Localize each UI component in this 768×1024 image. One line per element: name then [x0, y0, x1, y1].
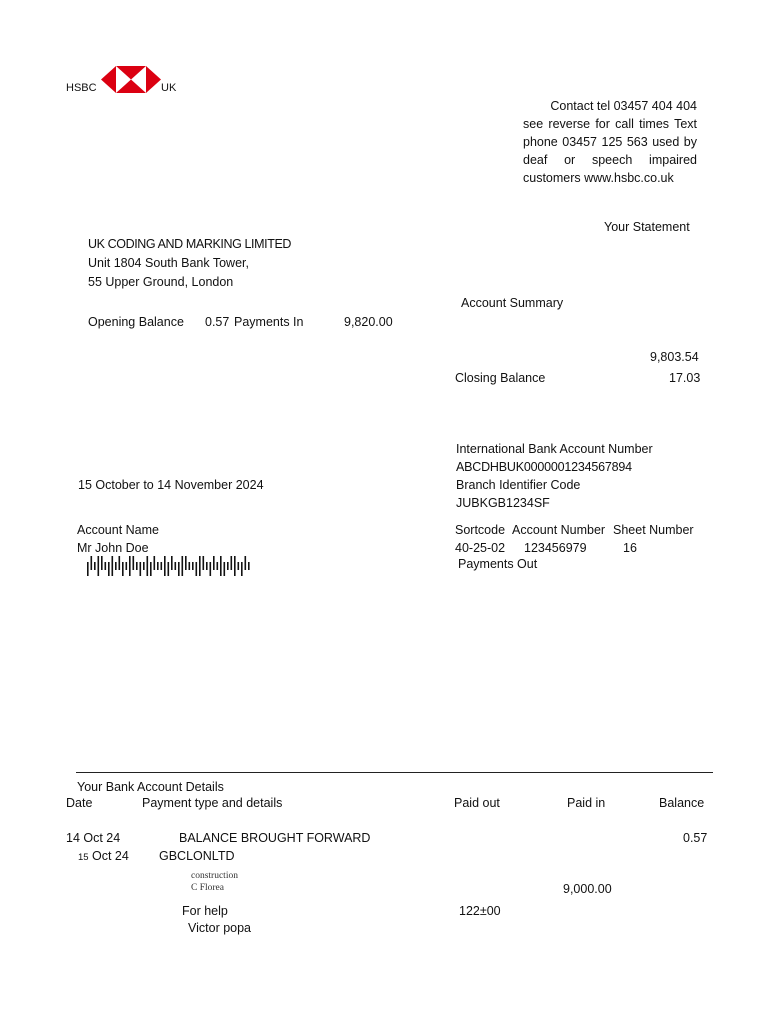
barcode-bar: [112, 556, 114, 576]
row-3-paid-out: 122±00: [459, 904, 501, 918]
payments-out-value: 9,803.54: [650, 350, 699, 364]
barcode-bar: [234, 556, 236, 576]
barcode-bar: [108, 562, 110, 576]
row-2-note-2: C Florea: [191, 883, 224, 893]
hsbc-wordmark: HSBC: [66, 82, 97, 94]
barcode-bar: [140, 562, 142, 576]
address-line-1: Unit 1804 South Bank Tower,: [88, 256, 249, 270]
barcode-bar: [154, 556, 156, 570]
col-header-payment: Payment type and details: [142, 796, 283, 810]
opening-balance-value: 0.57: [205, 315, 230, 329]
row-2-date-month: Oct 24: [92, 849, 129, 863]
barcode-bar: [171, 556, 173, 570]
barcode-bar: [185, 556, 187, 570]
barcode-bar: [87, 562, 89, 576]
barcode-bar: [164, 556, 166, 576]
account-summary-title: Account Summary: [461, 296, 564, 310]
col-header-balance: Balance: [659, 796, 705, 810]
barcode-bar: [196, 562, 198, 576]
statement-period: 15 October to 14 November 2024: [78, 478, 264, 492]
contact-info: [523, 97, 697, 187]
closing-balance-value: 17.03: [669, 371, 701, 385]
sortcode-value: 40-25-02: [455, 541, 506, 555]
postal-barcode-icon: [86, 556, 252, 576]
account-number-label: Account Number: [512, 523, 606, 537]
details-section-title: Your Bank Account Details: [77, 780, 224, 794]
payments-in-value: 9,820.00: [344, 315, 393, 329]
barcode-bar: [136, 562, 138, 570]
barcode-bar: [182, 556, 184, 576]
barcode-bar: [161, 562, 163, 570]
sheet-number-value: 16: [623, 541, 637, 555]
barcode-bar: [189, 562, 191, 570]
barcode-bar: [94, 562, 96, 570]
col-header-paid-out: Paid out: [454, 796, 500, 810]
closing-balance-label: Closing Balance: [455, 371, 546, 385]
barcode-bar: [175, 562, 177, 570]
address-line-2: 55 Upper Ground, London: [88, 275, 234, 289]
barcode-bar: [203, 556, 205, 570]
row-2-paid-in: 9,000.00: [563, 882, 612, 896]
payments-in-label: Payments In: [234, 315, 304, 329]
barcode-bar: [91, 556, 93, 570]
row-2-date-day: 15: [78, 852, 89, 863]
iban-value: ABCDHBUK0000001234567894: [456, 460, 632, 474]
barcode-bar: [101, 556, 103, 570]
barcode-bar: [206, 562, 208, 570]
barcode-bar: [245, 556, 247, 570]
statement-title: Your Statement: [604, 220, 690, 234]
iban-label: International Bank Account Number: [456, 442, 653, 456]
barcode-bar: [248, 562, 250, 570]
contact-phone: Contact tel 03457 404 404: [550, 99, 697, 113]
row-2-description: GBCLONLTD: [159, 849, 235, 863]
bic-value: JUBKGB1234SF: [456, 496, 550, 510]
barcode-bar: [157, 562, 159, 570]
barcode-bar: [231, 556, 233, 570]
row-1-description: BALANCE BROUGHT FORWARD: [179, 831, 371, 845]
opening-balance-label: Opening Balance: [88, 315, 184, 329]
barcode-bar: [143, 562, 145, 570]
col-header-paid-in: Paid in: [567, 796, 606, 810]
row-3-description: For help: [182, 904, 228, 918]
barcode-bar: [241, 562, 243, 576]
account-name-value: Mr John Doe: [77, 541, 149, 555]
account-number-value: 123456979: [524, 541, 587, 555]
barcode-bar: [105, 562, 107, 570]
section-divider: [76, 772, 713, 773]
row-3-description-2: Victor popa: [188, 921, 252, 935]
company-name: UK CODING AND MARKING LIMITED: [88, 237, 292, 251]
row-2-note-1: construction: [191, 871, 238, 881]
barcode-bar: [224, 562, 226, 576]
barcode-bar: [213, 556, 215, 570]
barcode-bar: [147, 556, 149, 576]
barcode-bar: [217, 562, 219, 570]
row-1-date: 14 Oct 24: [66, 831, 121, 845]
uk-wordmark: UK: [161, 82, 177, 94]
barcode-bar: [220, 556, 222, 576]
barcode-bar: [126, 562, 128, 570]
sheet-number-label: Sheet Number: [613, 523, 694, 537]
barcode-bar: [119, 556, 121, 570]
barcode-bar: [129, 556, 131, 576]
bic-label: Branch Identifier Code: [456, 478, 581, 492]
barcode-bar: [192, 562, 194, 570]
barcode-bar: [98, 556, 100, 576]
barcode-bar: [168, 562, 170, 576]
account-name-label: Account Name: [77, 523, 159, 537]
barcode-bar: [227, 562, 229, 570]
col-header-date: Date: [66, 796, 93, 810]
barcode-bar: [238, 562, 240, 570]
barcode-bar: [178, 562, 180, 576]
barcode-bar: [150, 562, 152, 576]
sortcode-label: Sortcode: [455, 523, 506, 537]
barcode-bar: [199, 556, 201, 576]
barcode-bar: [210, 562, 212, 576]
row-1-balance: 0.57: [683, 831, 708, 845]
hsbc-hexagon-logo-icon: [101, 66, 161, 93]
barcode-bar: [115, 562, 117, 570]
barcode-bar: [122, 562, 124, 576]
barcode-bar: [133, 556, 135, 570]
contact-details: see reverse for call times Text phone 03457 125 563 used by deaf or speech impaired customers www.hsbc.co.uk: [523, 117, 697, 185]
payments-out-label: Payments Out: [458, 557, 538, 571]
